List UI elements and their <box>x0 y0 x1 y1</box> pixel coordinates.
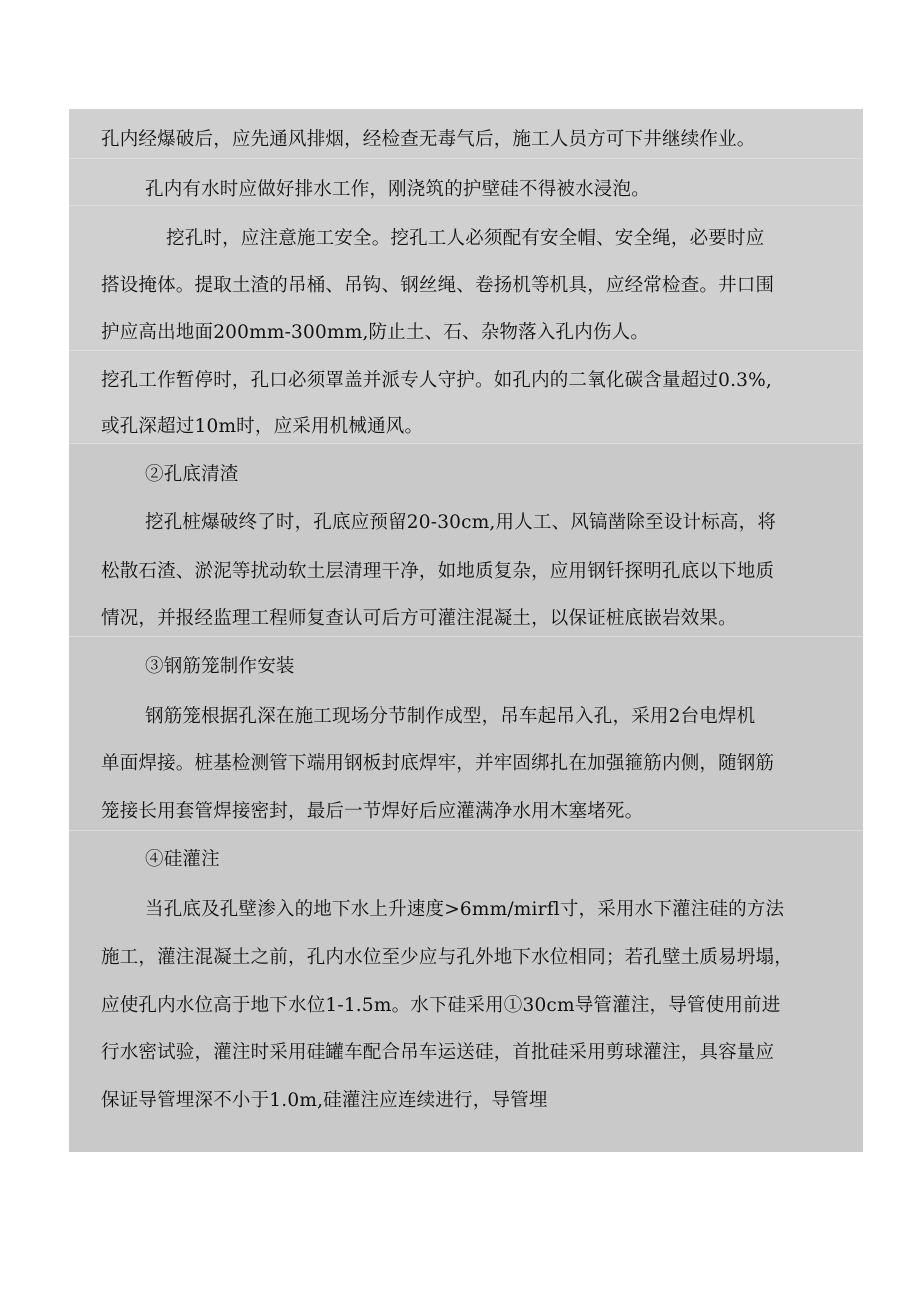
paragraph-line: 搭设掩体。提取土渣的吊桶、吊钩、钢丝绳、卷扬机等机具，应经常检查。井口围 <box>101 275 775 296</box>
paragraph-line: 保证导管埋深不小于1.0m,硅灌注应连续进行，导管埋 <box>101 1090 548 1111</box>
paragraph-line: 单面焊接。桩基检测管下端用钢板封底焊牢，并牢固绑扎在加强箍筋内侧，随钢筋 <box>101 753 775 774</box>
paragraph-line: 挖孔时，应注意施工安全。挖孔工人必须配有安全帽、安全绳，必要时应 <box>166 228 765 249</box>
paragraph-separator <box>69 830 863 831</box>
paragraph-line: 孔内有水时应做好排水工作，刚浇筑的护壁硅不得被水浸泡。 <box>145 179 650 200</box>
paragraph-line: 当孔底及孔壁渗入的地下水上升速度>6mm/mirfl寸，采用水下灌注硅的方法 <box>145 899 785 920</box>
paragraph-line: 挖孔桩爆破终了时，孔底应预留20-30cm,用人工、风镐凿除至设计标高，将 <box>145 512 777 533</box>
paragraph-line: 施工，灌注混凝土之前，孔内水位至少应与孔外地下水位相同；若孔壁土质易坍塌， <box>101 947 793 968</box>
document-body <box>69 109 863 1152</box>
paragraph-line: 笼接长用套管焊接密封，最后一节焊好后应灌满净水用木塞堵死。 <box>101 801 644 822</box>
paragraph-line: 护应高出地面200mm-300mm,防止土、石、杂物落入孔内伤人。 <box>101 322 650 343</box>
paragraph-line: 挖孔工作暂停时，孔口必须罩盖并派专人守护。如孔内的二氧化碳含量超过0.3%, <box>101 370 772 391</box>
paragraph-separator <box>69 443 863 444</box>
paragraph-line: 松散石渣、淤泥等扰动软土层清理干净，如地质复杂，应用钢钎探明孔底以下地质 <box>101 561 775 582</box>
paragraph-line: 情况，并报经监理工程师复查认可后方可灌注混凝土，以保证桩底嵌岩效果。 <box>101 608 737 629</box>
paragraph-line: 行水密试验，灌注时采用硅罐车配合吊车运送硅，首批硅采用剪球灌注，具容量应 <box>101 1042 775 1063</box>
section-heading: ④硅灌注 <box>145 849 220 870</box>
section-heading: ②孔底清渣 <box>145 464 239 485</box>
paragraph-line: 或孔深超过10m时，应采用机械通风。 <box>101 416 424 437</box>
paragraph-separator <box>69 636 863 637</box>
paragraph-line: 应使孔内水位高于地下水位1-1.5m。水下硅采用①30cm导管灌注，导管使用前进 <box>101 995 781 1016</box>
paragraph-line: 孔内经爆破后，应先通风排烟，经检查无毒气后，施工人员方可下井继续作业。 <box>101 129 756 150</box>
paragraph-line: 钢筋笼根据孔深在施工现场分节制作成型，吊车起吊入孔，采用2台电焊机 <box>145 706 756 727</box>
section-heading: ③钢筋笼制作安装 <box>145 656 295 677</box>
